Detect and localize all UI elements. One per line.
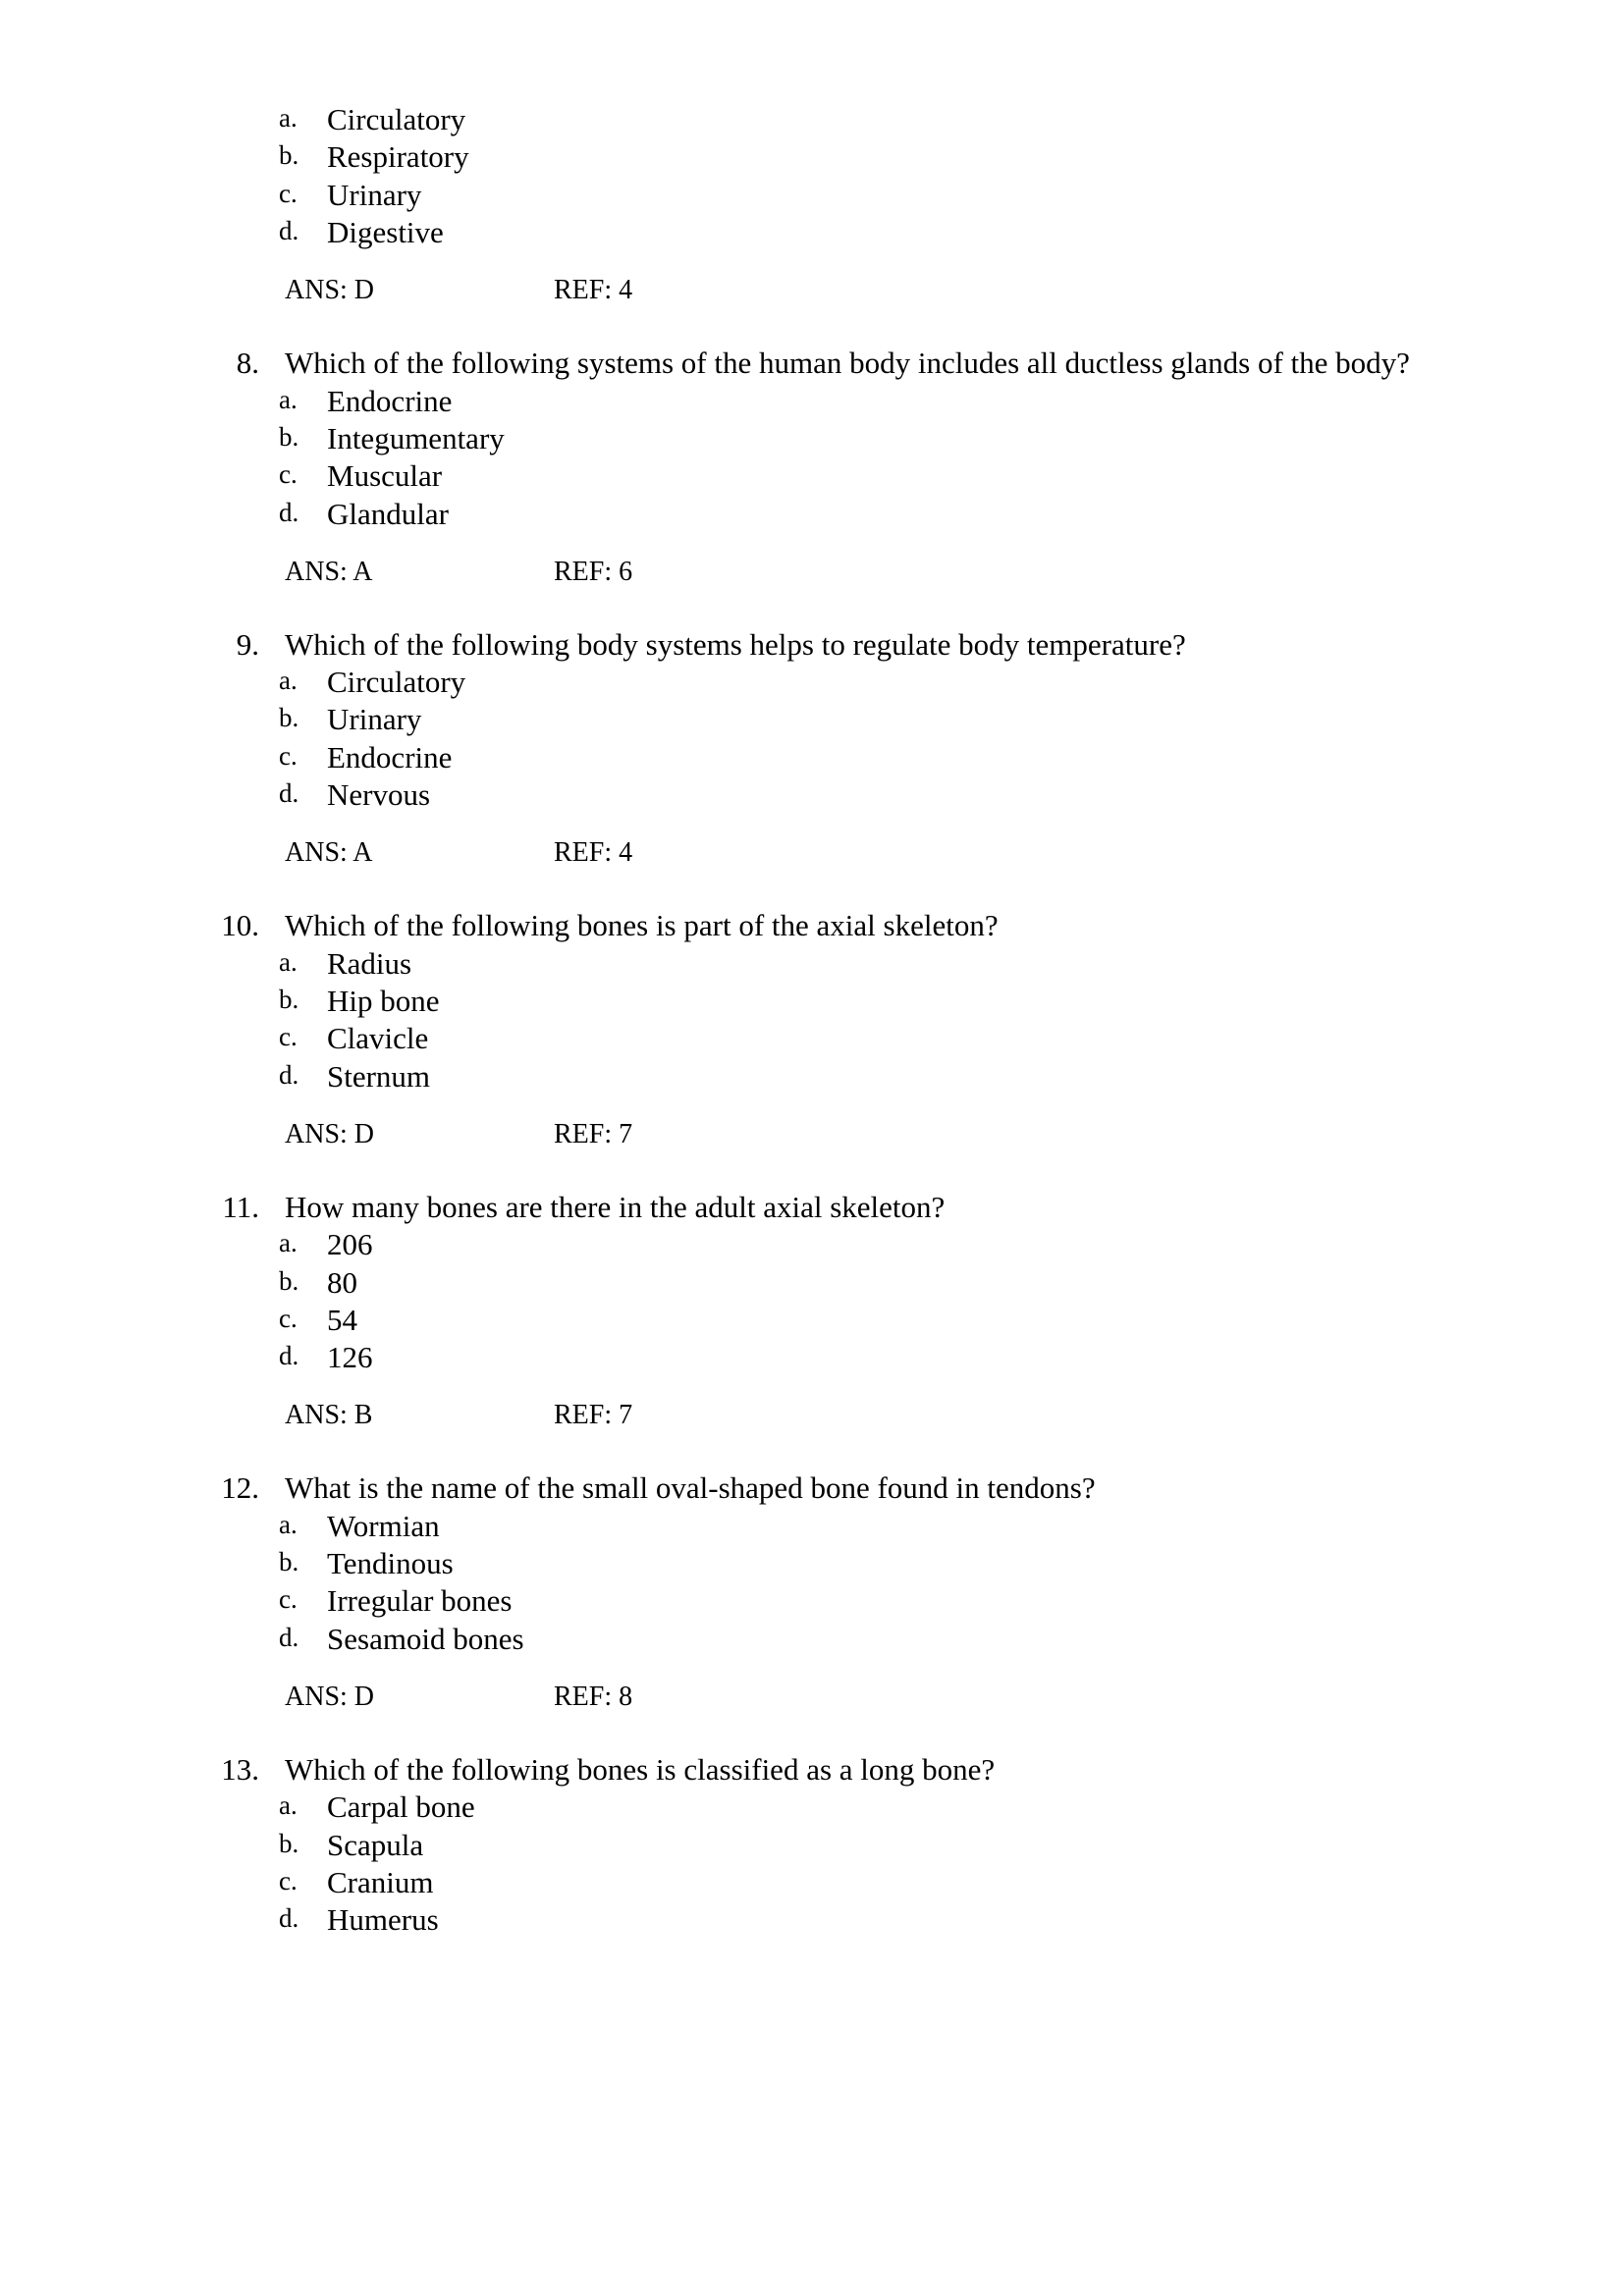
option-letter: d.	[279, 1059, 299, 1090]
option-letter: b.	[279, 984, 299, 1014]
option-text: Muscular	[327, 458, 443, 494]
option-letter: c.	[279, 740, 298, 771]
reference: REF: 4	[554, 837, 633, 869]
answer-option	[0, 1302, 1624, 1339]
option-text: Sesamoid bones	[327, 1621, 524, 1656]
option-letter: b.	[279, 140, 299, 171]
answer-option	[0, 945, 1624, 983]
question-number: 10.	[221, 908, 259, 943]
option-letter: d.	[279, 216, 299, 246]
option-text: 126	[327, 1340, 373, 1375]
question-line	[0, 626, 1624, 664]
option-text: Tendinous	[327, 1546, 454, 1581]
option-letter: b.	[279, 1547, 299, 1577]
question-number: 11.	[222, 1189, 259, 1224]
question-line	[0, 1751, 1624, 1789]
answer-option	[0, 664, 1624, 701]
option-text: Sternum	[327, 1058, 431, 1094]
answer-key: ANS: D	[285, 275, 375, 306]
option-text: Digestive	[327, 215, 444, 250]
question-text: What is the name of the small oval-shaped bone found in tendons?	[285, 1470, 1096, 1506]
option-letter: a.	[279, 1509, 298, 1539]
question-block	[0, 907, 1624, 1153]
option-letter: a.	[279, 666, 298, 696]
answer-option	[0, 1827, 1624, 1864]
answer-option	[0, 1508, 1624, 1545]
option-letter: a.	[279, 103, 298, 133]
option-letter: a.	[279, 1228, 298, 1258]
answer-key-line	[0, 1679, 1624, 1716]
option-text: Urinary	[327, 177, 422, 212]
question-block	[0, 1469, 1624, 1716]
answer-key-line	[0, 272, 1624, 309]
option-letter: c.	[279, 1584, 298, 1615]
answer-option	[0, 1226, 1624, 1263]
question-line	[0, 1469, 1624, 1507]
answer-option	[0, 1339, 1624, 1376]
answer-option	[0, 1582, 1624, 1620]
option-text: Hip bone	[327, 983, 440, 1018]
answer-option	[0, 701, 1624, 738]
answer-key-line	[0, 1116, 1624, 1153]
option-text: Clavicle	[327, 1021, 429, 1056]
option-letter: b.	[279, 1828, 299, 1858]
question-block	[0, 345, 1624, 591]
option-letter: b.	[279, 421, 299, 452]
answer-key-line	[0, 834, 1624, 872]
option-letter: d.	[279, 497, 299, 527]
answer-key: ANS: D	[285, 1118, 375, 1149]
answer-key-line	[0, 554, 1624, 591]
question-text: Which of the following bones is classified as a long bone?	[285, 1751, 996, 1787]
answer-option	[0, 1789, 1624, 1826]
option-text: Radius	[327, 945, 412, 981]
option-text: 54	[327, 1302, 357, 1337]
option-text: Circulatory	[327, 665, 466, 700]
question-number: 12.	[221, 1470, 259, 1506]
option-text: Endocrine	[327, 739, 453, 774]
answer-option	[0, 1901, 1624, 1939]
answer-key: ANS: A	[285, 556, 373, 587]
answer-option	[0, 383, 1624, 420]
option-text: Irregular bones	[327, 1583, 513, 1619]
question-number: 8.	[236, 346, 259, 381]
option-text: Cranium	[327, 1864, 434, 1899]
question-number: 13.	[221, 1751, 259, 1787]
option-letter: d.	[279, 1903, 299, 1934]
question-text: Which of the following bones is part of the axial skeleton?	[285, 908, 999, 943]
option-letter: b.	[279, 1265, 299, 1296]
answer-option	[0, 1545, 1624, 1582]
option-letter: d.	[279, 1622, 299, 1652]
option-letter: d.	[279, 778, 299, 809]
question-text: Which of the following body systems helps to regulate body temperature?	[285, 626, 1186, 662]
answer-option	[0, 420, 1624, 457]
option-text: Urinary	[327, 702, 422, 737]
option-letter: a.	[279, 384, 298, 414]
option-text: Carpal bone	[327, 1789, 475, 1825]
option-text: Respiratory	[327, 139, 469, 175]
option-letter: a.	[279, 1790, 298, 1821]
question-line	[0, 907, 1624, 944]
answer-option	[0, 1864, 1624, 1901]
option-text: 206	[327, 1227, 373, 1262]
question-text: Which of the following systems of the human body includes all ductless glands of the body?	[285, 346, 1410, 381]
question-number: 9.	[236, 626, 259, 662]
answer-option	[0, 177, 1624, 214]
question-block	[0, 1751, 1624, 1940]
option-letter: c.	[279, 1303, 298, 1333]
reference: REF: 4	[554, 275, 633, 306]
answer-option	[0, 1621, 1624, 1658]
option-letter: c.	[279, 1022, 298, 1052]
option-text: 80	[327, 1264, 357, 1300]
answer-key: ANS: A	[285, 837, 373, 869]
answer-option	[0, 739, 1624, 776]
option-text: Wormian	[327, 1508, 440, 1543]
answer-option	[0, 983, 1624, 1020]
option-text: Circulatory	[327, 102, 466, 136]
question-page	[0, 101, 1624, 1974]
answer-option	[0, 457, 1624, 495]
option-letter: c.	[279, 178, 298, 208]
answer-option	[0, 101, 1624, 138]
answer-option	[0, 496, 1624, 533]
answer-option	[0, 1264, 1624, 1302]
answer-option	[0, 1020, 1624, 1057]
question-line	[0, 345, 1624, 382]
option-letter: c.	[279, 1865, 298, 1896]
option-letter: c.	[279, 459, 298, 490]
option-text: Endocrine	[327, 383, 453, 418]
answer-option	[0, 138, 1624, 176]
reference: REF: 8	[554, 1681, 633, 1712]
answer-option	[0, 776, 1624, 814]
answer-option	[0, 1058, 1624, 1095]
answer-option	[0, 214, 1624, 251]
answer-key: ANS: B	[285, 1400, 373, 1431]
answer-key: ANS: D	[285, 1681, 375, 1712]
option-text: Humerus	[327, 1902, 439, 1938]
option-text: Nervous	[327, 777, 431, 813]
option-text: Glandular	[327, 496, 449, 531]
question-block	[0, 626, 1624, 873]
question-text: How many bones are there in the adult axial skeleton?	[285, 1189, 946, 1224]
question-line	[0, 1189, 1624, 1226]
reference: REF: 7	[554, 1118, 633, 1149]
answer-key-line	[0, 1397, 1624, 1434]
question-block	[0, 1189, 1624, 1435]
reference: REF: 6	[554, 556, 633, 587]
option-text: Integumentary	[327, 420, 505, 455]
option-letter: a.	[279, 946, 298, 977]
option-letter: b.	[279, 703, 299, 733]
question-block	[0, 101, 1624, 310]
reference: REF: 7	[554, 1400, 633, 1431]
option-letter: d.	[279, 1341, 299, 1371]
option-text: Scapula	[327, 1827, 424, 1862]
